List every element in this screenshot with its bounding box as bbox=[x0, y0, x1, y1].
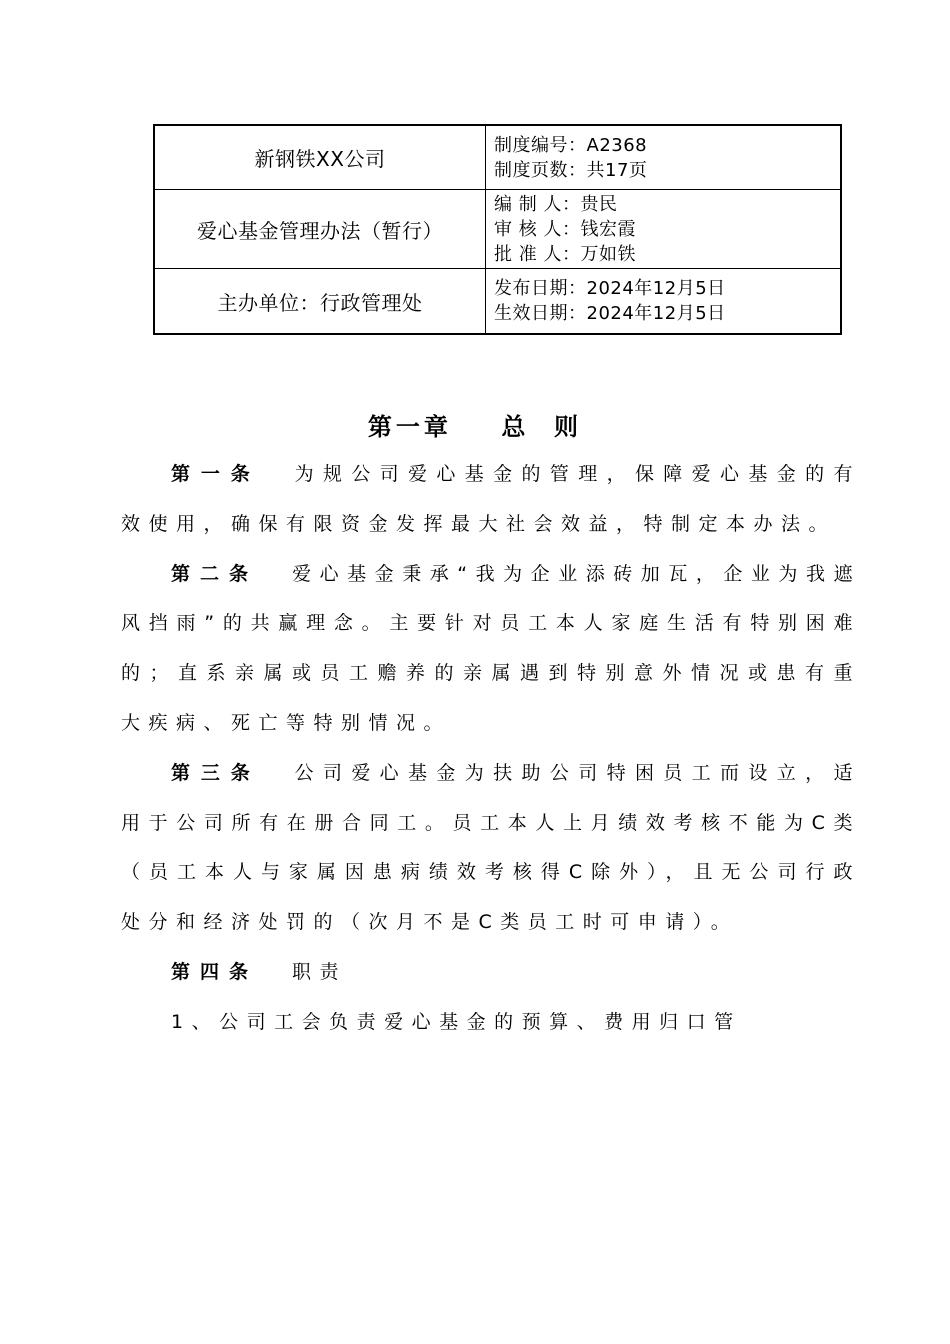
doc-info-cell bbox=[486, 126, 840, 190]
reviewer: 审 核 人：钱宏霞 bbox=[494, 218, 636, 240]
doc-pages: 制度页数：共17页 bbox=[494, 159, 648, 181]
dept-cell: 主办单位：行政管理处 bbox=[155, 269, 486, 333]
document-body bbox=[121, 450, 861, 1048]
article-4 bbox=[121, 948, 861, 998]
article-label: 第一条 bbox=[171, 463, 261, 485]
dates-cell bbox=[486, 269, 840, 333]
people-cell bbox=[486, 190, 840, 269]
article-label: 第四条 bbox=[171, 960, 259, 983]
article-text: 公司爱心基金为扶助公司特困员工而设立，适用于公司所有在册合同工。员工本人上月绩效考核不能为C类（员工本人与家属因患病绩效考核得C除外），且无公司行政处分和经济处罚的（次月不是C类员工时可申请）。 bbox=[121, 761, 861, 934]
chapter-title: 第一章 总 则 bbox=[367, 413, 583, 441]
company-cell: 新钢铁XX公司 bbox=[155, 126, 486, 190]
approver: 批 准 人：万如铁 bbox=[494, 243, 636, 265]
article-text: 爱心基金秉承“我为企业添砖加瓦，企业为我遮风挡雨”的共赢理念。主要针对员工本人家庭生活有特别困难的；直系亲属或员工赡养的亲属遇到特别意外情况或患有重大疾病、死亡等特别情况。 bbox=[121, 562, 861, 734]
doc-number: 制度编号：A2368 bbox=[494, 134, 648, 156]
article-label: 第二条 bbox=[171, 562, 259, 585]
publish-date: 发布日期：2024年12月5日 bbox=[494, 278, 726, 299]
article-1 bbox=[121, 450, 861, 550]
effective-date: 生效日期：2024年12月5日 bbox=[494, 303, 726, 324]
article-3 bbox=[121, 749, 861, 948]
article-2 bbox=[121, 550, 861, 749]
header-table bbox=[153, 124, 842, 335]
title-cell: 爱心基金管理办法（暂行） bbox=[155, 190, 486, 269]
article-text: 为规公司爱心基金的管理，保障爱心基金的有效使用，确保有限资金发挥最大社会效益，特制定本办法。 bbox=[121, 463, 861, 535]
article-label: 第三条 bbox=[171, 761, 261, 784]
editor: 编 制 人：贵民 bbox=[494, 193, 618, 215]
article-text: 职责 bbox=[292, 960, 348, 983]
list-item: 1、公司工会负责爱心基金的预算、费用归口管 bbox=[171, 1010, 742, 1033]
